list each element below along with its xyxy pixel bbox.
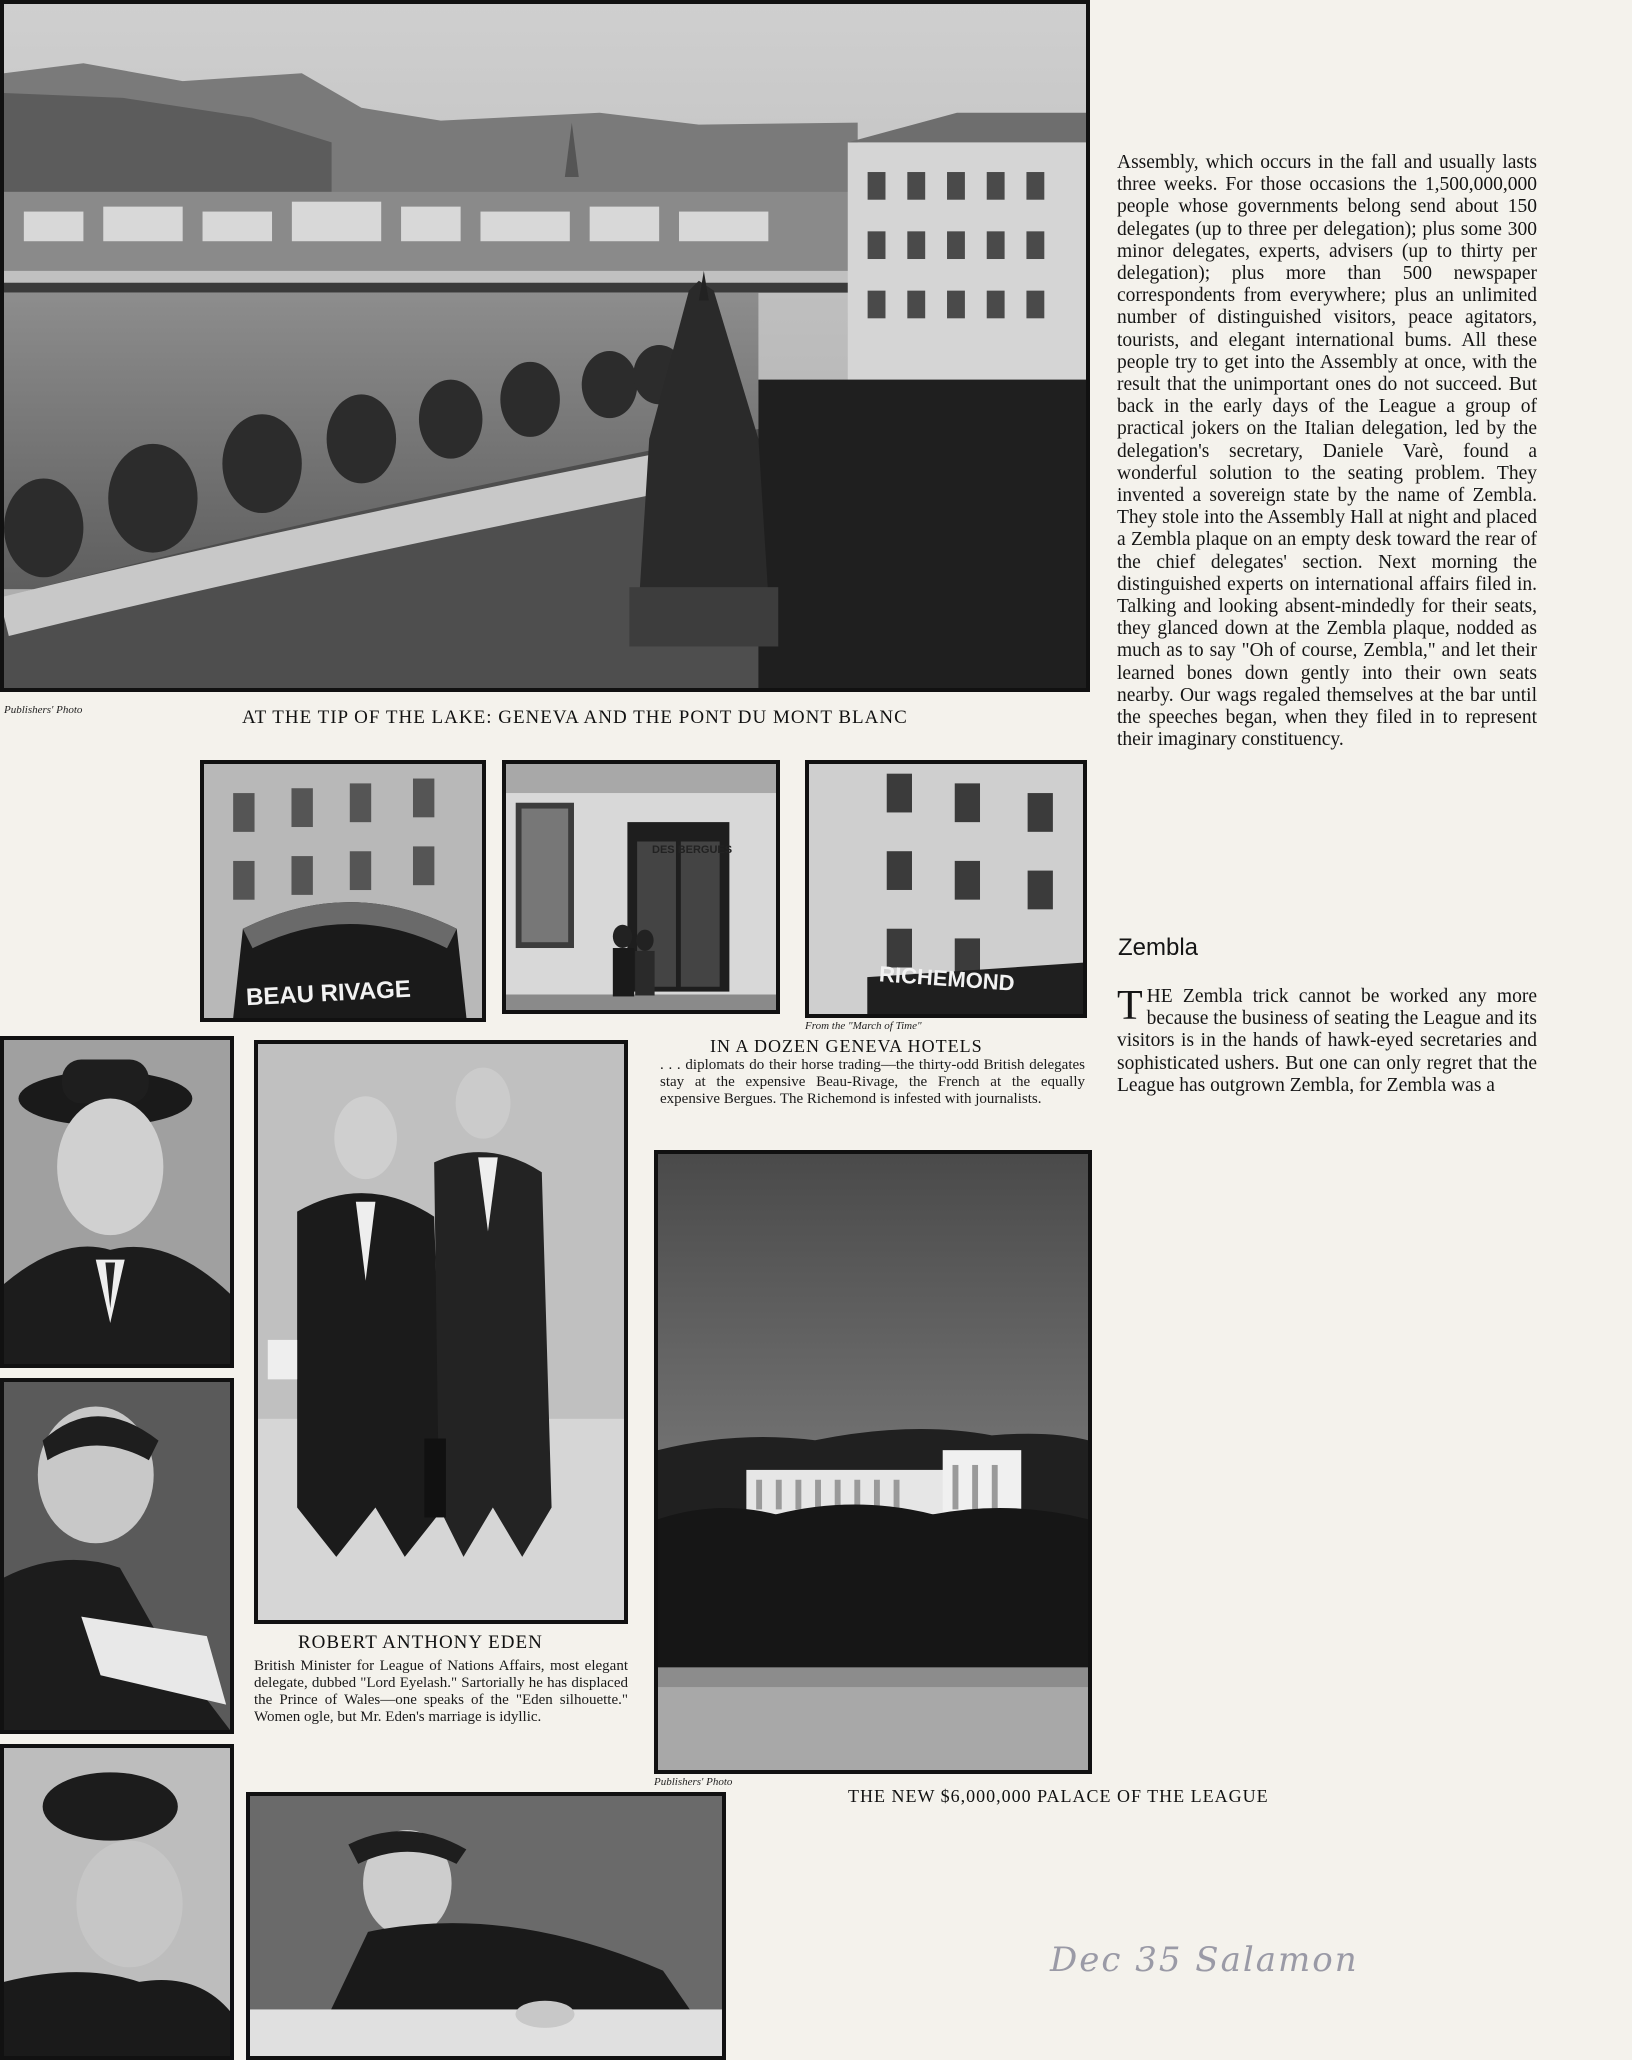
palace-caption: THE NEW $6,000,000 PALACE OF THE LEAGUE (848, 1786, 1269, 1806)
hotels-photo-credit: From the "March of Time" (805, 1020, 922, 1032)
article-paragraph-1 (1117, 152, 1537, 751)
palace-image (654, 1150, 1092, 1774)
eden-caption-body: British Minister for League of Nations Affairs, most elegant delegate, dubbed "Lord Eyelash." Sartorially he has displaced the Prince of Wales—one speaks of the "Eden silhouette." Women ogle, but Mr. Eden's marriage is idyllic. (254, 1658, 628, 1725)
zembla-subhead: Zembla (1118, 934, 1199, 961)
geneva-photo-credit: Publishers' Photo (4, 704, 83, 716)
richemond-photo (805, 760, 1087, 1018)
beau-rivage-photo (200, 760, 486, 1022)
bergues-sign: DES BERGUES (652, 844, 733, 856)
palace-photo-credit: Publishers' Photo (654, 1776, 733, 1788)
eden-portrait-tipping-hat-photo (0, 1744, 234, 2060)
article-paragraph-2 (1117, 983, 1537, 1097)
beau-rivage-sign: BEAU RIVAGE (245, 975, 412, 1012)
hotels-caption-title: IN A DOZEN GENEVA HOTELS (710, 1036, 983, 1056)
richemond-sign: RICHEMOND (878, 961, 1016, 996)
article-paragraph-1-text: Assembly, which occurs in the fall and usually lasts three weeks. For those occasions the 1,500,000,000 people whose governments belong send about 150 delegates (up to three per delegation); plus some 300 minor delegates, experts, advisers (up to thirty per delegation); plus more than 500 newspaper correspondents from everywhere; plus an unlimited number of distinguished visitors, peace agitators, tourists, and elegant international bums. All these people try to get into the Assembly at once, with the result that the unimportant ones do not succeed. But back in the early days of the League a group of practical jokers on the Italian delegation, led by the delegation's secretary, Daniele Varè, found a wonderful solution to the seating problem. They invented a sovereign state by the name of Zembla. They stole into the Assembly Hall at night and placed a Zembla plaque on an empty desk toward the rear of the chief delegates' section. Next morning the distinguished experts on international affairs filed in. Talking and looking absent-mindedly for their seats, they glanced down at the Zembla plaque, nodded as much as to say "Oh of course, Zembla," and let their learned bones down gently into their own seats nearby. Our wags regaled themselves at the bar until the speeches began, when they filed in to represent their imaginary constituency. (1117, 152, 1537, 751)
article-paragraph-2-text: HE Zembla trick cannot be worked any more because the business of seating the League and its visitors is in the hands of hawk-eyed secretaries and sophisticated ushers. But one can only regret that the League has outgrown Zembla, for Zembla was a (1117, 986, 1537, 1096)
dropcap-letter: T (1117, 983, 1143, 1029)
eden-caption-title: ROBERT ANTHONY EDEN (298, 1632, 543, 1653)
bergues-hotel-photo (502, 760, 780, 1014)
eden-signing-photo (246, 1792, 726, 2060)
hotels-caption-body: . . . diplomats do their horse trading—the thirty-odd British delegates stay at the expensive Beau-Rivage, the French at the equally expensive Bergues. The Richemond is infested with journalists. (660, 1057, 1085, 1107)
geneva-lake-photo (0, 0, 1090, 692)
geneva-photo-caption: AT THE TIP OF THE LAKE: GENEVA AND THE PONT DU MONT BLANC (242, 707, 908, 728)
eden-portrait-hat-photo (0, 1036, 234, 1368)
eden-walking-photo (254, 1040, 628, 1624)
handwritten-annotation: Dec 35 Salamon (1050, 1940, 1359, 1980)
eden-portrait-reading-photo (0, 1378, 234, 1734)
